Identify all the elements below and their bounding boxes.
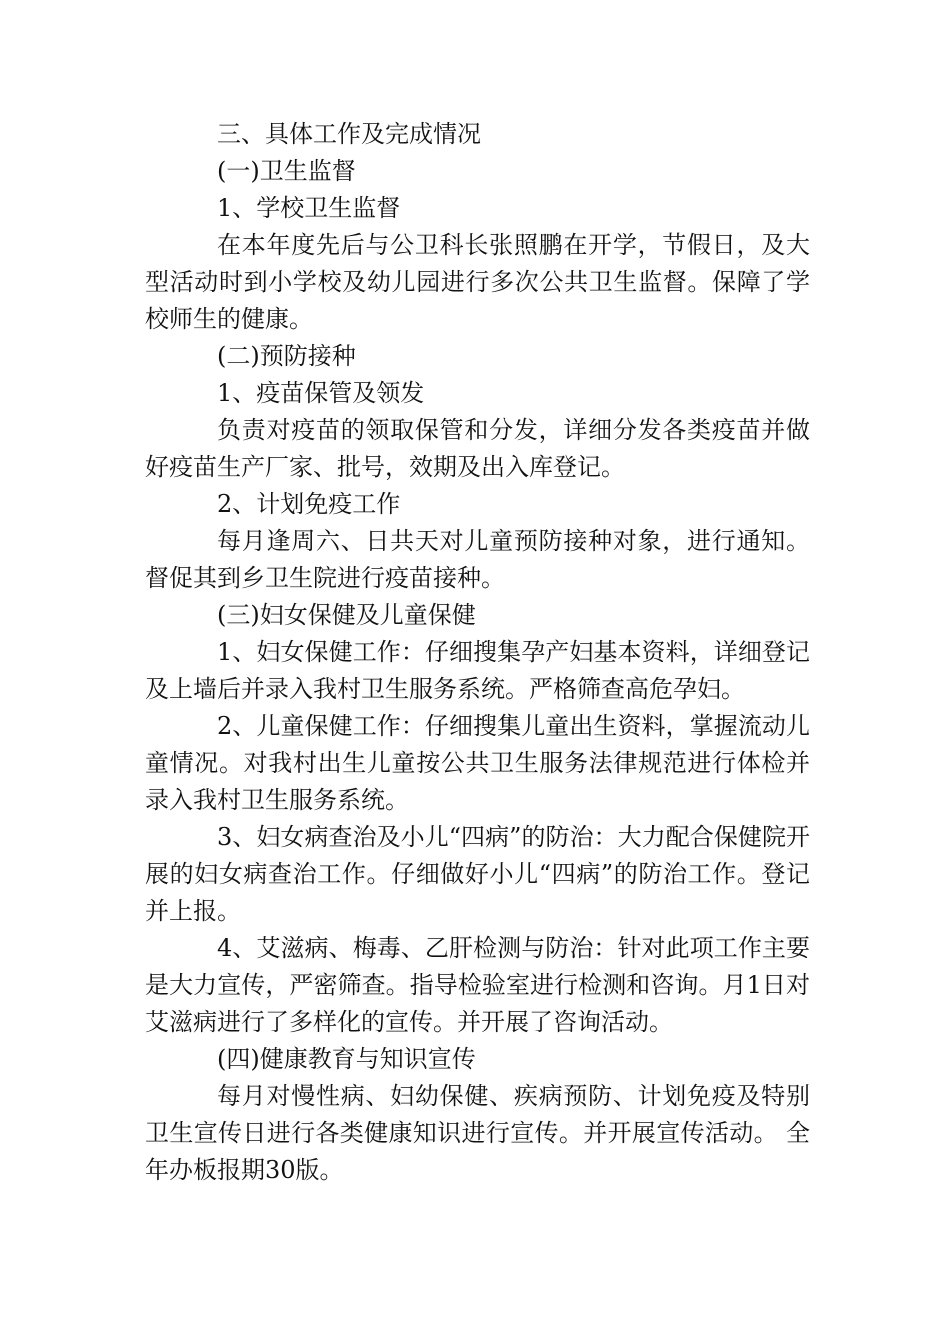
body-paragraph: 在本年度先后与公卫科长张照鹏在开学，节假日，及大型活动时到小学校及幼儿园进行多次公共卫生监督。保障了学校师生的健康。: [145, 231, 810, 333]
body-paragraph: 2、儿童保健工作：仔细搜集儿童出生资料，掌握流动儿童情况。对我村出生儿童按公共卫生服务法律规范进行体检并录入我村卫生服务系统。: [145, 712, 810, 814]
section-heading: 三、具体工作及完成情况: [217, 120, 481, 148]
body-paragraph: 1、妇女保健工作：仔细搜集孕产妇基本资料，详细登记及上墙后并录入我村卫生服务系统。严格筛查高危孕妇。: [145, 638, 810, 703]
document-body: [145, 116, 810, 1189]
subsection-heading: (二)预防接种: [217, 342, 356, 370]
subsection-heading: (一)卫生监督: [217, 157, 356, 185]
body-paragraph: 3、妇女病查治及小儿“四病”的防治：大力配合保健院开展的妇女病查治工作。仔细做好小儿“四病”的防治工作。登记并上报。: [145, 823, 810, 925]
body-paragraph: 负责对疫苗的领取保管和分发，详细分发各类疫苗并做好疫苗生产厂家、批号，效期及出入库登记。: [145, 416, 810, 481]
item-heading: 1、学校卫生监督: [217, 194, 401, 222]
subsection-heading: (四)健康教育与知识宣传: [217, 1045, 476, 1073]
body-paragraph: 4、艾滋病、梅毒、乙肝检测与防治：针对此项工作主要是大力宣传，严密筛查。指导检验室进行检测和咨询。月1日对艾滋病进行了多样化的宣传。并开展了咨询活动。: [145, 934, 810, 1036]
body-paragraph: 每月逢周六、日共天对儿童预防接种对象，进行通知。督促其到乡卫生院进行疫苗接种。: [145, 527, 810, 592]
body-paragraph: 每月对慢性病、妇幼保健、疾病预防、计划免疫及特别卫生宣传日进行各类健康知识进行宣传。并开展宣传活动。 全年办板报期30版。: [145, 1082, 810, 1184]
item-heading: 1、疫苗保管及领发: [217, 379, 425, 407]
item-heading: 2、计划免疫工作: [217, 490, 401, 518]
subsection-heading: (三)妇女保健及儿童保健: [217, 601, 476, 629]
